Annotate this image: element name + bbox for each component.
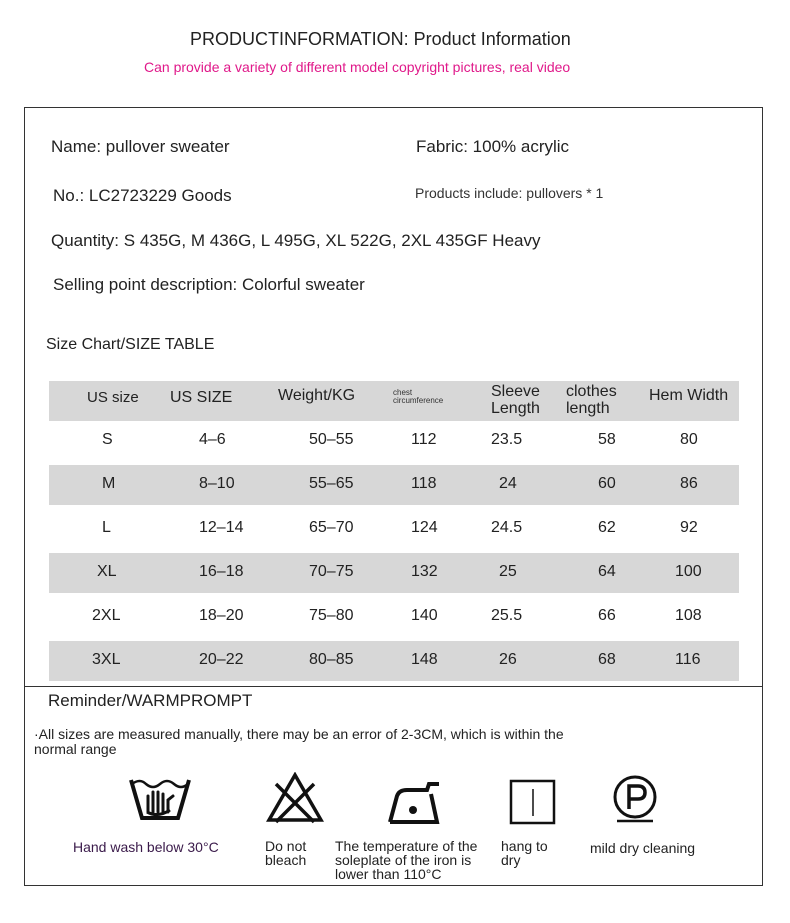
cell-hem: 80 — [680, 431, 698, 448]
care-label-dry-clean: mild dry cleaning — [590, 840, 696, 856]
cell-length: 68 — [598, 651, 616, 668]
table-row — [49, 553, 739, 593]
cell-weight: 80–85 — [309, 651, 354, 668]
col-clothes-line1: clothes — [566, 383, 617, 400]
do-not-bleach-icon — [266, 772, 324, 824]
table-row — [49, 465, 739, 505]
size-table-header — [49, 381, 739, 421]
iron-low-temperature-icon — [387, 780, 443, 826]
reminder-note: ·All sizes are measured manually, there may be an error of 2-3CM, which is within the normal range — [34, 726, 564, 757]
cell-size: 3XL — [92, 651, 121, 668]
product-quantity: Quantity: S 435G, M 436G, L 495G, XL 522G, 2XL 435GF Heavy — [51, 231, 541, 250]
product-number: No.: LC2723229 Goods — [53, 186, 232, 205]
mild-dry-cleaning-icon — [611, 775, 659, 823]
col-sleeve-line1: Sleeve — [491, 383, 540, 400]
product-fabric: Fabric: 100% acrylic — [416, 137, 570, 156]
page-title: PRODUCTINFORMATION: Product Information — [190, 29, 571, 49]
cell-hem: 92 — [680, 519, 698, 536]
cell-chest: 148 — [411, 651, 438, 668]
cell-us: 12–14 — [199, 519, 244, 536]
cell-sleeve: 23.5 — [491, 431, 523, 448]
col-us-size-upper: US SIZE — [170, 389, 233, 406]
cell-hem: 100 — [675, 563, 702, 580]
cell-length: 62 — [598, 519, 616, 536]
col-clothes-line2: length — [566, 400, 610, 417]
cell-us: 18–20 — [199, 607, 244, 624]
product-name: Name: pullover sweater — [51, 137, 230, 156]
header-note: Can provide a variety of different model copyright pictures, real video — [144, 59, 571, 75]
cell-weight: 70–75 — [309, 563, 354, 580]
size-chart-heading: Size Chart/SIZE TABLE — [46, 336, 215, 353]
cell-length: 64 — [598, 563, 616, 580]
cell-weight: 50–55 — [309, 431, 354, 448]
cell-size: S — [102, 431, 113, 448]
cell-size: L — [102, 519, 111, 536]
cell-sleeve: 24.5 — [491, 519, 523, 536]
cell-chest: 132 — [411, 563, 438, 580]
care-label-hang-dry: hang to dry — [501, 838, 548, 868]
cell-us: 4–6 — [199, 431, 226, 448]
cell-sleeve: 25.5 — [491, 607, 523, 624]
cell-length: 66 — [598, 607, 616, 624]
care-label-hand-wash: Hand wash below 30°C — [73, 839, 219, 855]
cell-length: 60 — [598, 475, 616, 492]
cell-length: 58 — [598, 431, 616, 448]
col-chest-line1: chest — [393, 388, 413, 397]
section-divider — [24, 686, 763, 687]
table-row — [49, 509, 739, 549]
cell-weight: 65–70 — [309, 519, 354, 536]
table-row — [49, 641, 739, 681]
cell-hem: 86 — [680, 475, 698, 492]
cell-sleeve: 26 — [499, 651, 517, 668]
cell-hem: 108 — [675, 607, 702, 624]
cell-us: 20–22 — [199, 651, 244, 668]
cell-size: 2XL — [92, 607, 121, 624]
cell-size: M — [102, 475, 116, 492]
cell-weight: 55–65 — [309, 475, 354, 492]
cell-us: 16–18 — [199, 563, 244, 580]
cell-chest: 118 — [411, 475, 437, 492]
col-us-size: US size — [87, 389, 139, 406]
cell-sleeve: 25 — [499, 563, 517, 580]
cell-weight: 75–80 — [309, 607, 354, 624]
col-chest-line2: circumference — [393, 396, 444, 405]
cell-chest: 112 — [411, 431, 437, 448]
hand-wash-icon — [128, 774, 192, 826]
reminder-heading: Reminder/WARMPROMPT — [48, 691, 253, 710]
cell-us: 8–10 — [199, 475, 235, 492]
selling-point: Selling point description: Colorful sweater — [53, 275, 365, 294]
cell-chest: 124 — [411, 519, 438, 536]
care-label-iron: The temperature of the soleplate of the iron is lower than 110°C — [335, 838, 478, 882]
table-row — [49, 597, 739, 637]
col-weight: Weight/KG — [278, 387, 356, 404]
care-label-do-not-bleach: Do not bleach — [265, 838, 307, 868]
cell-sleeve: 24 — [499, 475, 517, 492]
table-row — [49, 421, 739, 461]
cell-chest: 140 — [411, 607, 438, 624]
hang-to-dry-icon — [509, 779, 557, 825]
col-sleeve-line2: Length — [491, 400, 540, 417]
product-includes: Products include: pullovers * 1 — [415, 185, 604, 201]
cell-size: XL — [97, 563, 117, 580]
cell-hem: 116 — [675, 651, 701, 668]
col-hem: Hem Width — [649, 387, 729, 404]
